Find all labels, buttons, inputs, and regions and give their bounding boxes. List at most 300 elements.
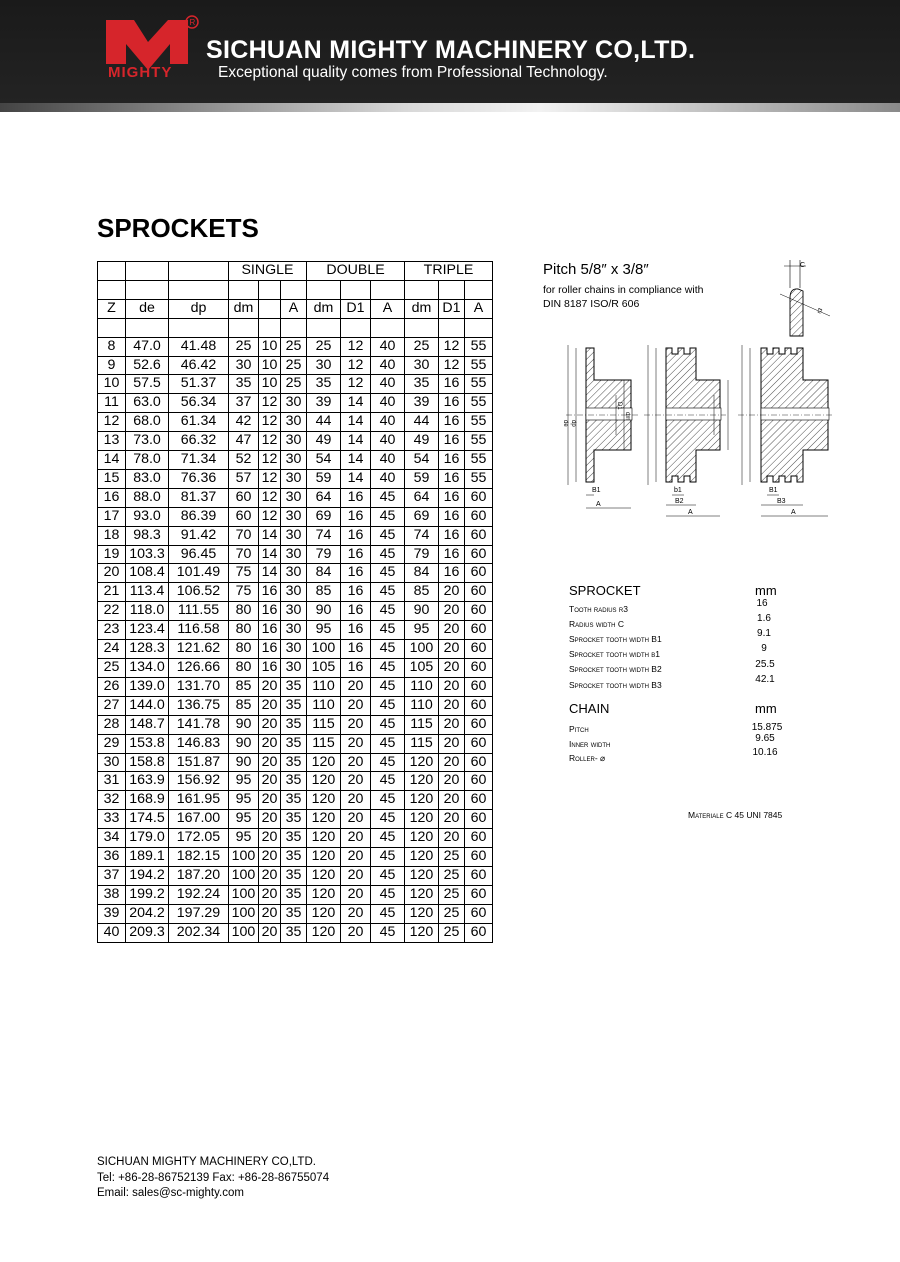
table-row [98, 337, 493, 356]
table-cell: 40 [371, 394, 405, 413]
table-cell: 131.70 [169, 677, 229, 696]
group-single: SINGLE [229, 262, 307, 281]
table-cell: 60 [465, 488, 493, 507]
table-cell: 52.6 [126, 356, 169, 375]
table-row [98, 848, 493, 867]
table-cell: 10 [259, 337, 281, 356]
table-cell: 40 [371, 356, 405, 375]
table-cell: 45 [371, 829, 405, 848]
table-cell: 55 [465, 337, 493, 356]
table-cell: 24 [98, 640, 126, 659]
table-cell: 30 [281, 545, 307, 564]
table-cell: 14 [259, 526, 281, 545]
table-cell: 25 [439, 923, 465, 942]
table-cell: 80 [229, 602, 259, 621]
table-cell: 120 [307, 923, 341, 942]
table-cell: 80 [229, 640, 259, 659]
table-row [98, 526, 493, 545]
label-c: C [800, 262, 806, 269]
table-cell: 110 [307, 677, 341, 696]
table-cell: 25 [439, 904, 465, 923]
table-cell: 91.42 [169, 526, 229, 545]
table-cell: 47.0 [126, 337, 169, 356]
table-cell: 25 [281, 337, 307, 356]
table-cell: 30 [281, 583, 307, 602]
table-cell: 60 [465, 923, 493, 942]
spec-label: Sprocket tooth width B2 [569, 664, 662, 674]
table-row [98, 545, 493, 564]
table-cell: 199.2 [126, 885, 169, 904]
label-a: A [596, 501, 601, 508]
table-row [98, 413, 493, 432]
col-header: D1 [439, 299, 465, 318]
table-cell: 44 [307, 413, 341, 432]
table-row [98, 677, 493, 696]
table-cell: 47 [229, 432, 259, 451]
table-cell: 30 [405, 356, 439, 375]
table-cell: 85 [229, 696, 259, 715]
double-sprocket-section [644, 345, 728, 516]
table-cell: 45 [371, 583, 405, 602]
table-cell: 30 [281, 488, 307, 507]
table-cell: 45 [371, 772, 405, 791]
table-cell: 9 [98, 356, 126, 375]
table-cell: 60 [465, 810, 493, 829]
table-cell: 20 [341, 677, 371, 696]
col-header: Z [98, 299, 126, 318]
table-row [98, 696, 493, 715]
table-cell: 118.0 [126, 602, 169, 621]
table-cell: 110 [405, 696, 439, 715]
col-header: dp [169, 299, 229, 318]
table-cell: 60 [465, 715, 493, 734]
table-cell: 88.0 [126, 488, 169, 507]
table-cell: 16 [439, 375, 465, 394]
col-header: dm [405, 299, 439, 318]
table-cell: 12 [341, 356, 371, 375]
table-cell: 14 [259, 564, 281, 583]
table-cell: 105 [405, 659, 439, 678]
table-cell: 61.34 [169, 413, 229, 432]
table-cell: 25 [439, 866, 465, 885]
table-cell: 110 [307, 696, 341, 715]
col-header: dm [307, 299, 341, 318]
table-cell: 95 [229, 791, 259, 810]
table-cell: 120 [307, 848, 341, 867]
table-cell: 79 [307, 545, 341, 564]
table-cell: 98.3 [126, 526, 169, 545]
table-cell: 14 [259, 545, 281, 564]
table-row [98, 432, 493, 451]
table-cell: 20 [259, 923, 281, 942]
table-cell: 86.39 [169, 507, 229, 526]
table-cell: 16 [341, 659, 371, 678]
table-cell: 12 [439, 337, 465, 356]
table-cell: 16 [341, 526, 371, 545]
label-d1: D1 [616, 402, 622, 410]
table-cell: 16 [341, 507, 371, 526]
label-b1: B1 [769, 487, 778, 494]
table-cell: 35 [281, 772, 307, 791]
table-cell: 194.2 [126, 866, 169, 885]
table-cell: 101.49 [169, 564, 229, 583]
table-cell: 168.9 [126, 791, 169, 810]
spec-value: 25.5 [755, 659, 775, 670]
table-cell: 12 [259, 488, 281, 507]
table-cell: 64 [307, 488, 341, 507]
table-row [98, 715, 493, 734]
table-cell: 151.87 [169, 753, 229, 772]
table-cell: 16 [259, 583, 281, 602]
table-cell: 115 [307, 715, 341, 734]
table-cell: 153.8 [126, 734, 169, 753]
table-cell: 60 [229, 507, 259, 526]
table-cell: 95 [405, 621, 439, 640]
table-cell: 20 [439, 734, 465, 753]
diagram-title: Pitch 5/8″ x 3/8″ [543, 261, 649, 278]
table-cell: 110 [405, 677, 439, 696]
group-double: DOUBLE [307, 262, 405, 281]
table-cell: 172.05 [169, 829, 229, 848]
table-cell: 121.62 [169, 640, 229, 659]
table-cell: 30 [281, 413, 307, 432]
table-cell: 120 [405, 829, 439, 848]
table-cell: 55 [465, 356, 493, 375]
table-cell: 93.0 [126, 507, 169, 526]
table-cell: 45 [371, 848, 405, 867]
table-cell: 20 [439, 772, 465, 791]
table-cell: 36 [98, 848, 126, 867]
table-cell: 55 [465, 413, 493, 432]
label-b1-small: b1 [674, 487, 682, 494]
table-cell: 45 [371, 602, 405, 621]
table-cell: 40 [98, 923, 126, 942]
table-cell: 30 [281, 526, 307, 545]
table-cell: 95 [307, 621, 341, 640]
triple-sprocket-section [738, 345, 832, 516]
table-cell: 45 [371, 564, 405, 583]
table-cell: 64 [405, 488, 439, 507]
label-dp: dp [570, 420, 576, 427]
table-cell: 25 [439, 848, 465, 867]
table-cell: 70 [229, 526, 259, 545]
table-cell: 120 [405, 772, 439, 791]
table-cell: 16 [341, 564, 371, 583]
table-cell: 10 [259, 356, 281, 375]
table-cell: 30 [281, 469, 307, 488]
table-cell: 182.15 [169, 848, 229, 867]
table-cell: 20 [439, 829, 465, 848]
table-cell: 103.3 [126, 545, 169, 564]
table-cell: 74 [307, 526, 341, 545]
table-cell: 141.78 [169, 715, 229, 734]
label-b2: B2 [675, 498, 684, 505]
table-cell: 30 [307, 356, 341, 375]
table-cell: 90 [307, 602, 341, 621]
table-cell: 134.0 [126, 659, 169, 678]
table-cell: 12 [259, 451, 281, 470]
table-cell: 56.34 [169, 394, 229, 413]
table-cell: 20 [341, 810, 371, 829]
label-a: A [791, 509, 796, 516]
sprocket-specs-title: SPROCKET [569, 583, 641, 598]
table-cell: 20 [98, 564, 126, 583]
table-cell: 20 [341, 772, 371, 791]
table-cell: 20 [439, 696, 465, 715]
table-cell: 14 [341, 432, 371, 451]
table-cell: 44 [405, 413, 439, 432]
table-row [98, 507, 493, 526]
table-cell: 60 [465, 866, 493, 885]
table-cell: 20 [341, 848, 371, 867]
table-cell: 60 [465, 753, 493, 772]
table-cell: 35 [281, 810, 307, 829]
table-cell: 29 [98, 734, 126, 753]
table-cell: 60 [465, 545, 493, 564]
table-cell: 35 [281, 753, 307, 772]
table-cell: 35 [281, 866, 307, 885]
table-cell: 146.83 [169, 734, 229, 753]
table-cell: 33 [98, 810, 126, 829]
table-cell: 45 [371, 734, 405, 753]
table-cell: 16 [439, 451, 465, 470]
table-cell: 59 [405, 469, 439, 488]
table-cell: 12 [259, 507, 281, 526]
table-cell: 68.0 [126, 413, 169, 432]
table-cell: 35 [281, 715, 307, 734]
table-cell: 41.48 [169, 337, 229, 356]
table-row [98, 753, 493, 772]
table-cell: 197.29 [169, 904, 229, 923]
table-cell: 120 [405, 791, 439, 810]
table-cell: 60 [465, 602, 493, 621]
spec-label: Sprocket tooth width b1 [569, 649, 661, 659]
table-cell: 16 [341, 545, 371, 564]
table-row [98, 602, 493, 621]
table-cell: 79 [405, 545, 439, 564]
table-cell: 51.37 [169, 375, 229, 394]
table-cell: 31 [98, 772, 126, 791]
table-cell: 45 [371, 488, 405, 507]
table-cell: 16 [259, 640, 281, 659]
table-cell: 20 [439, 659, 465, 678]
spec-value: 1.6 [757, 613, 771, 624]
table-cell: 35 [229, 375, 259, 394]
table-cell: 45 [371, 526, 405, 545]
table-cell: 120 [307, 810, 341, 829]
table-cell: 45 [371, 677, 405, 696]
table-cell: 40 [371, 337, 405, 356]
sprocket-specs-unit: mm [755, 583, 777, 598]
table-cell: 120 [405, 885, 439, 904]
table-cell: 60 [465, 659, 493, 678]
table-cell: 45 [371, 810, 405, 829]
table-cell: 20 [341, 715, 371, 734]
table-cell: 20 [341, 866, 371, 885]
table-cell: 78.0 [126, 451, 169, 470]
table-row [98, 866, 493, 885]
table-cell: 163.9 [126, 772, 169, 791]
table-row [98, 659, 493, 678]
table-cell: 39 [98, 904, 126, 923]
table-cell: 10 [259, 375, 281, 394]
chain-specs-title: CHAIN [569, 701, 610, 716]
table-cell: 16 [259, 602, 281, 621]
label-b1: B1 [592, 487, 601, 494]
table-cell: 30 [281, 507, 307, 526]
table-cell: 115 [405, 715, 439, 734]
table-cell: 120 [307, 772, 341, 791]
table-cell: 167.00 [169, 810, 229, 829]
table-cell: 148.7 [126, 715, 169, 734]
table-cell: 45 [371, 904, 405, 923]
table-cell: 40 [371, 413, 405, 432]
table-cell: 25 [307, 337, 341, 356]
table-cell: 20 [259, 810, 281, 829]
table-cell: 20 [439, 715, 465, 734]
table-cell: 39 [307, 394, 341, 413]
table-row [98, 885, 493, 904]
table-cell: 120 [405, 923, 439, 942]
table-cell: 60 [465, 791, 493, 810]
table-cell: 30 [98, 753, 126, 772]
table-cell: 161.95 [169, 791, 229, 810]
table-cell: 71.34 [169, 451, 229, 470]
table-cell: 85 [405, 583, 439, 602]
table-cell: 120 [405, 866, 439, 885]
spec-value: 9.65 [755, 733, 775, 744]
table-cell: 60 [465, 507, 493, 526]
table-cell: 45 [371, 507, 405, 526]
table-cell: 45 [371, 866, 405, 885]
table-cell: 20 [439, 791, 465, 810]
table-cell: 14 [341, 451, 371, 470]
table-cell: 60 [229, 488, 259, 507]
table-row [98, 640, 493, 659]
table-cell: 60 [465, 829, 493, 848]
table-cell: 16 [98, 488, 126, 507]
table-cell: 25 [229, 337, 259, 356]
table-cell: 90 [405, 602, 439, 621]
table-cell: 20 [259, 734, 281, 753]
table-cell: 156.92 [169, 772, 229, 791]
table-cell: 74 [405, 526, 439, 545]
table-cell: 20 [341, 734, 371, 753]
table-cell: 60 [465, 677, 493, 696]
table-cell: 49 [307, 432, 341, 451]
table-cell: 60 [465, 526, 493, 545]
table-cell: 16 [341, 640, 371, 659]
table-cell: 11 [98, 394, 126, 413]
spec-label: Sprocket tooth width B3 [569, 680, 662, 690]
table-cell: 16 [439, 469, 465, 488]
table-cell: 35 [405, 375, 439, 394]
table-cell: 20 [341, 696, 371, 715]
table-cell: 14 [341, 394, 371, 413]
table-cell: 8 [98, 337, 126, 356]
table-cell: 45 [371, 923, 405, 942]
table-cell: 63.0 [126, 394, 169, 413]
table-cell: 136.75 [169, 696, 229, 715]
table-cell: 55 [465, 375, 493, 394]
table-cell: 34 [98, 829, 126, 848]
table-cell: 16 [439, 526, 465, 545]
table-cell: 90 [229, 734, 259, 753]
table-cell: 20 [439, 583, 465, 602]
table-row [98, 904, 493, 923]
table-cell: 108.4 [126, 564, 169, 583]
header-bar [0, 0, 900, 103]
table-cell: 16 [439, 564, 465, 583]
table-cell: 60 [465, 564, 493, 583]
table-cell: 59 [307, 469, 341, 488]
table-cell: 10 [98, 375, 126, 394]
table-cell: 187.20 [169, 866, 229, 885]
logo-text: MIGHTY [108, 64, 173, 81]
company-slogan: Exceptional quality comes from Professional Technology. [218, 64, 608, 81]
table-cell: 25 [439, 885, 465, 904]
table-cell: 16 [259, 621, 281, 640]
table-cell: 37 [229, 394, 259, 413]
table-cell: 45 [371, 885, 405, 904]
table-cell: 60 [465, 772, 493, 791]
table-cell: 120 [307, 829, 341, 848]
table-cell: 13 [98, 432, 126, 451]
table-cell: 106.52 [169, 583, 229, 602]
table-cell: 17 [98, 507, 126, 526]
table-cell: 30 [281, 602, 307, 621]
table-cell: 158.8 [126, 753, 169, 772]
table-cell: 120 [307, 791, 341, 810]
col-header [259, 299, 281, 318]
table-cell: 73.0 [126, 432, 169, 451]
table-cell: 45 [371, 753, 405, 772]
table-cell: 20 [259, 677, 281, 696]
table-cell: 26 [98, 677, 126, 696]
table-cell: 120 [405, 753, 439, 772]
header-stripe [0, 103, 900, 112]
table-cell: 60 [465, 583, 493, 602]
label-dm: dm [624, 412, 630, 421]
table-spacer-row [98, 280, 493, 299]
table-row [98, 394, 493, 413]
table-cell: 49 [405, 432, 439, 451]
spec-label: Roller- ⌀ [569, 753, 606, 763]
table-cell: 16 [439, 545, 465, 564]
table-cell: 60 [465, 904, 493, 923]
table-row [98, 734, 493, 753]
table-cell: 12 [259, 394, 281, 413]
table-cell: 14 [98, 451, 126, 470]
table-spacer-row [98, 318, 493, 337]
table-cell: 20 [439, 677, 465, 696]
spec-label: Inner width [569, 739, 611, 749]
col-header: A [371, 299, 405, 318]
table-cell: 115 [405, 734, 439, 753]
table-cell: 35 [281, 734, 307, 753]
table-cell: 95 [229, 810, 259, 829]
table-cell: 20 [259, 753, 281, 772]
table-cell: 20 [259, 696, 281, 715]
table-cell: 16 [439, 394, 465, 413]
table-cell: 55 [465, 432, 493, 451]
table-cell: 45 [371, 640, 405, 659]
table-cell: 20 [439, 753, 465, 772]
table-cell: 69 [405, 507, 439, 526]
table-row [98, 564, 493, 583]
table-cell: 100 [229, 904, 259, 923]
table-cell: 75 [229, 564, 259, 583]
